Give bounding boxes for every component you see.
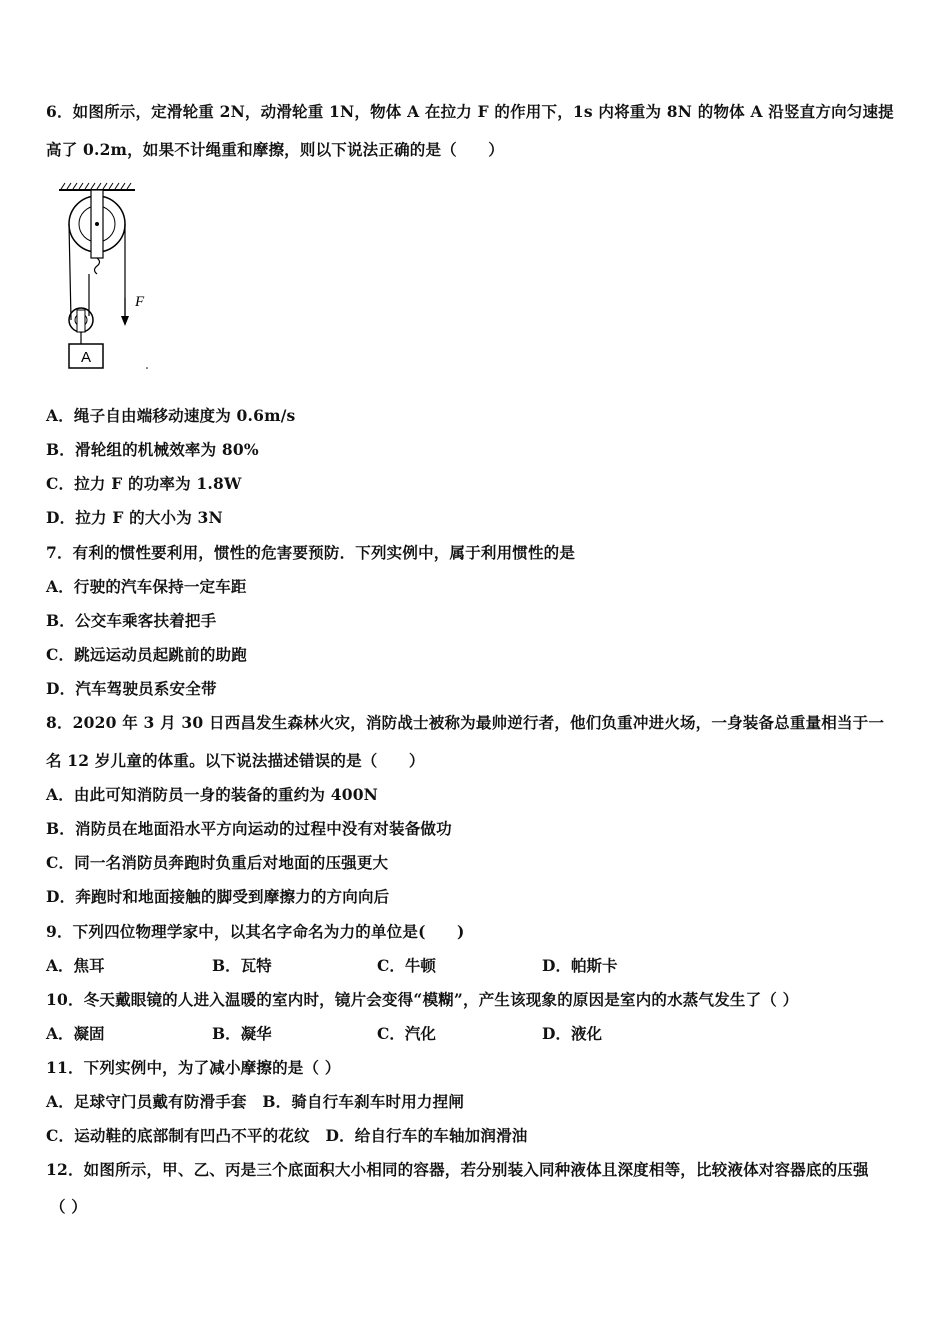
q11-stem: 11．下列实例中，为了减小摩擦的是（ ） xyxy=(46,1058,341,1077)
q8-stem-line2: 名 12 岁儿童的体重。以下说法描述错误的是（ ） xyxy=(46,751,425,770)
q12-stem-line2: （ ） xyxy=(50,1197,87,1216)
q7-option-c: C．跳远运动员起跳前的助跑 xyxy=(46,645,247,664)
rope-left xyxy=(69,224,71,320)
q10-option-a: A．凝固 xyxy=(46,1024,105,1043)
q6-stem-line1: 6．如图所示，定滑轮重 2N，动滑轮重 1N，物体 A 在拉力 F 的作用下，1s 内将重为 8N 的物体 A 沿竖直方向匀速提 xyxy=(46,102,894,121)
movable-pulley-frame xyxy=(77,310,85,332)
force-arrowhead xyxy=(121,316,129,326)
q6-stem-line2: 高了 0.2m，如果不计绳重和摩擦，则以下说法正确的是（ ） xyxy=(46,140,504,159)
q6-option-d: D．拉力 F 的大小为 3N xyxy=(46,508,223,527)
q7-option-a: A．行驶的汽车保持一定车距 xyxy=(46,577,247,596)
q10-option-d: D．液化 xyxy=(542,1024,602,1043)
q6-option-a: A．绳子自由端移动速度为 0.6m/s xyxy=(46,406,296,425)
q8-option-c: C．同一名消防员奔跑时负重后对地面的压强更大 xyxy=(46,853,389,872)
q10-option-c: C．汽化 xyxy=(377,1024,436,1043)
q11-options-row1: A．足球守门员戴有防滑手套 B．骑自行车刹车时用力捏闸 xyxy=(46,1092,465,1111)
pulley-figure xyxy=(55,178,165,378)
q8-option-d: D．奔跑时和地面接触的脚受到摩擦力的方向向后 xyxy=(46,887,390,906)
q10-stem: 10．冬天戴眼镜的人进入温暖的室内时，镜片会变得“模糊”，产生该现象的原因是室内的水蒸气发生了（ ） xyxy=(46,990,799,1009)
q9-option-a: A．焦耳 xyxy=(46,956,105,975)
fixed-pulley-axle xyxy=(95,222,99,226)
q7-stem: 7．有利的惯性要利用，惯性的危害要预防．下列实例中，属于利用惯性的是 xyxy=(46,543,576,562)
q6-option-b: B．滑轮组的机械效率为 80% xyxy=(46,440,259,459)
q8-stem-line1: 8．2020 年 3 月 30 日西昌发生森林火灾，消防战士被称为最帅逆行者，他们负重冲进火场，一身装备总重量相当于一 xyxy=(46,713,885,732)
ceiling-hatch xyxy=(61,183,131,189)
stray-dot xyxy=(146,367,148,369)
q6-option-c: C．拉力 F 的功率为 1.8W xyxy=(46,474,242,493)
q7-option-d: D．汽车驾驶员系安全带 xyxy=(46,679,217,698)
block-a-label: A xyxy=(80,349,92,366)
q10-option-b: B．凝华 xyxy=(212,1024,272,1043)
q9-option-d: D．帕斯卡 xyxy=(542,956,618,975)
q9-option-b: B．瓦特 xyxy=(212,956,272,975)
force-label: F xyxy=(135,294,145,310)
hook xyxy=(95,258,100,274)
q8-option-a: A．由此可知消防员一身的装备的重约为 400N xyxy=(46,785,379,804)
q9-stem: 9．下列四位物理学家中，以其名字命名为力的单位是( ) xyxy=(46,922,465,941)
q7-option-b: B．公交车乘客扶着把手 xyxy=(46,611,217,630)
q11-options-row2: C．运动鞋的底部制有凹凸不平的花纹 D．给自行车的车轴加润滑油 xyxy=(46,1126,528,1145)
q8-option-b: B．消防员在地面沿水平方向运动的过程中没有对装备做功 xyxy=(46,819,452,838)
q9-option-c: C．牛顿 xyxy=(377,956,436,975)
q12-stem-line1: 12．如图所示，甲、乙、丙是三个底面积大小相同的容器，若分别装入同种液体且深度相等，比较液体对容器底的压强 xyxy=(46,1160,869,1179)
